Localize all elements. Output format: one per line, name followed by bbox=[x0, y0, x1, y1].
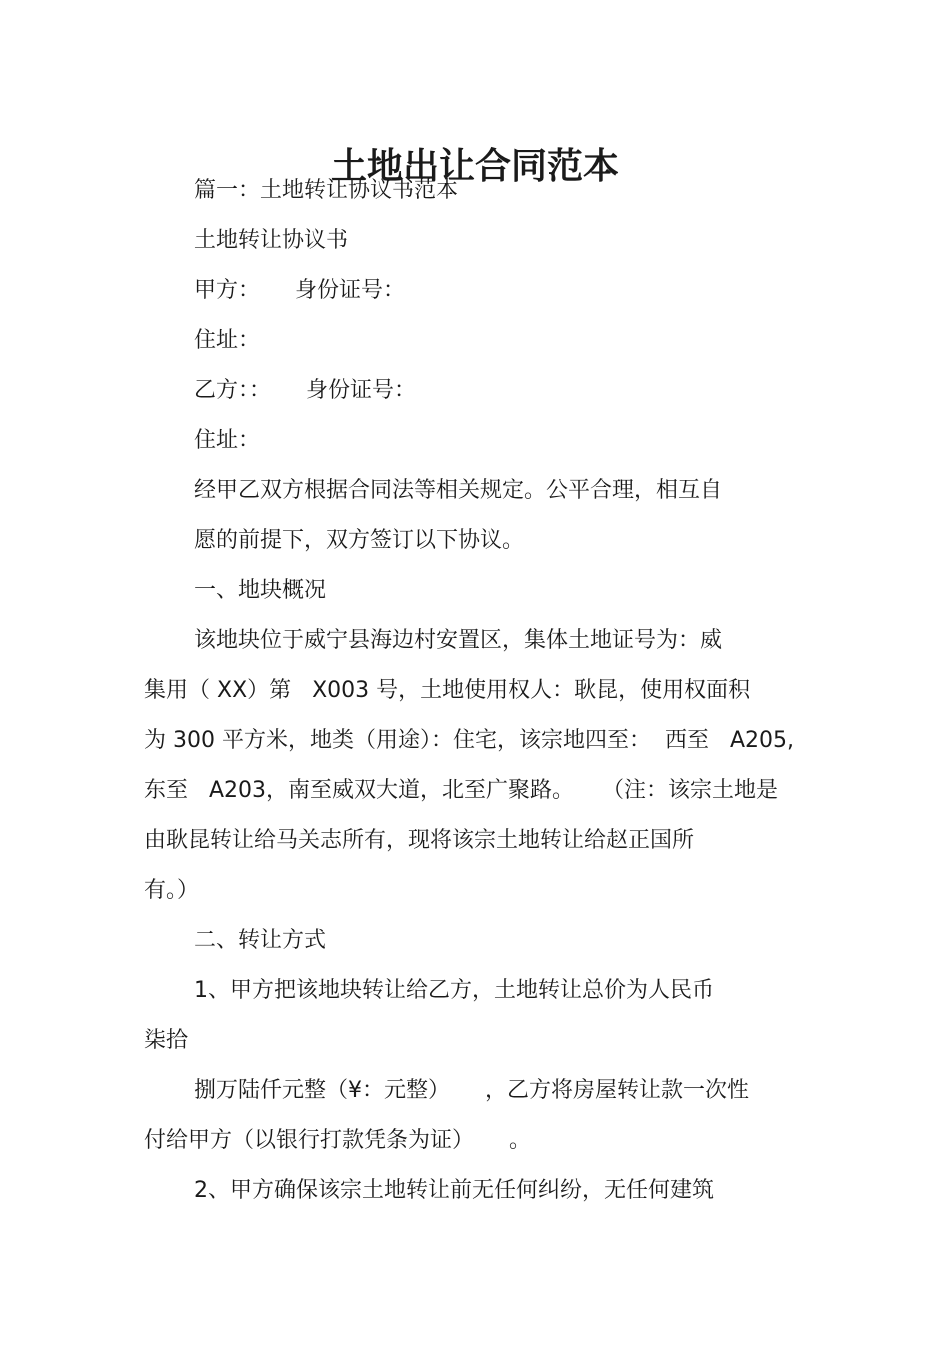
paragraph-line: 经甲乙双方根据合同法等相关规定。公平合理，相互自 bbox=[194, 478, 723, 503]
paragraph-line: 1、甲方把该地块转让给乙方，土地转让总价为人民币 bbox=[194, 978, 714, 1003]
paragraph-line: 愿的前提下，双方签订以下协议。 bbox=[194, 528, 525, 553]
party-b-address: 住址： bbox=[194, 428, 261, 453]
document-title: 土地出让合同范本 bbox=[330, 146, 619, 188]
party-a-line: 甲方： 身份证号： bbox=[194, 278, 405, 303]
section-heading-chapter-1: 篇一：土地转让协议书范本 bbox=[194, 178, 459, 203]
paragraph-line: 该地块位于威宁县海边村安置区，集体土地证号为：威 bbox=[194, 628, 723, 653]
section-heading-2: 二、转让方式 bbox=[194, 928, 327, 953]
paragraph-line: 付给甲方（以银行打款凭条为证） 。 bbox=[144, 1128, 531, 1153]
paragraph-line: 为 300 平方米，地类（用途）：住宅，该宗地四至： 西至 A205, bbox=[144, 728, 794, 753]
paragraph-line: 东至 A203，南至威双大道，北至广聚路。 （注：该宗土地是 bbox=[144, 778, 778, 803]
paragraph-line: 捌万陆仟元整（¥：元整） ，乙方将房屋转让款一次性 bbox=[194, 1078, 749, 1103]
agreement-title: 土地转让协议书 bbox=[194, 228, 349, 253]
paragraph-line: 集用（ XX）第 X003 号，土地使用权人：耿昆，使用权面积 bbox=[144, 678, 751, 703]
paragraph-line: 柒拾 bbox=[144, 1028, 189, 1053]
party-b-line: 乙方：： 身份证号： bbox=[194, 378, 416, 403]
paragraph-line: 有。） bbox=[144, 878, 200, 903]
section-heading-1: 一、地块概况 bbox=[194, 578, 327, 603]
party-a-address: 住址： bbox=[194, 328, 261, 353]
paragraph-line: 由耿昆转让给马关志所有，现将该宗土地转让给赵正国所 bbox=[144, 828, 695, 853]
paragraph-line: 2、甲方确保该宗土地转让前无任何纠纷，无任何建筑 bbox=[194, 1178, 714, 1203]
